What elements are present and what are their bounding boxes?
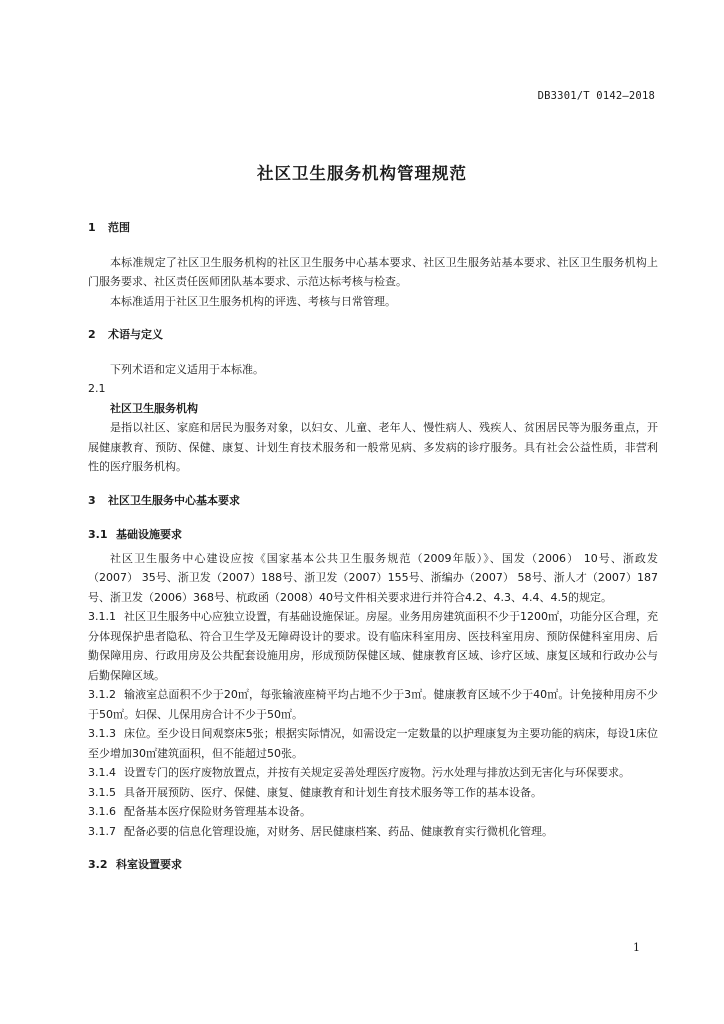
- section-title: 术语与定义: [108, 328, 163, 341]
- subsection-3-1: [88, 525, 658, 841]
- clause: [88, 685, 658, 724]
- clause-number: 3.1.5: [88, 785, 116, 799]
- section-number: 3: [88, 493, 96, 507]
- clause: [88, 783, 658, 803]
- clause-text: 床位。至少设日间观察床5张；根据实际情况，如需设定一定数量的以护理康复为主要功能的病床，每设1床位至少增加30㎡建筑面积，但不能超过50张。: [88, 727, 658, 760]
- clause-text: 具备开展预防、医疗、保健、康复、健康教育和计划生育技术服务等工作的基本设备。: [124, 785, 542, 799]
- paragraph: 本标准适用于社区卫生服务机构的评选、考核与日常管理。: [110, 294, 396, 308]
- subsection-heading: [88, 855, 658, 875]
- clause: [88, 802, 658, 822]
- clause-number: 3.1.7: [88, 824, 116, 838]
- paragraph: 下列术语和定义适用于本标准。: [110, 362, 264, 376]
- clause-number: 3.1.1: [88, 610, 116, 623]
- section-heading: [88, 325, 658, 345]
- clause: [88, 607, 658, 685]
- document-code: DB3301/T 0142—2018: [537, 90, 655, 102]
- section-heading: [88, 218, 658, 238]
- term-title: 社区卫生服务机构: [110, 401, 198, 415]
- clause-text: 设置专门的医疗废物放置点，并按有关规定妥善处理医疗废物。污水处理与排放达到无害化与环保要求。: [124, 766, 630, 779]
- paragraph: 社区卫生服务中心建设应按《国家基本公共卫生服务规范（2009年版）》、国发（2006） 10号、浙政发（2007） 35号、浙卫发（2007）188号、浙卫发（2007）155号、浙编办（2007） 58号、浙人才（2007）187号、浙卫发（2006）368号、杭政函（2008）40号文件相关要求进行并符合4.2、4.3、4.4、4.5的规定。: [88, 551, 658, 604]
- clause-text: 配备必要的信息化管理设施，对财务、居民健康档案、药品、健康教育实行微机化管理。: [124, 824, 553, 838]
- subsection-title: 科室设置要求: [116, 858, 182, 871]
- clause-number: 3.1.4: [88, 766, 116, 779]
- clause-number: 3.1.6: [88, 805, 116, 818]
- clause-number: 3.1.3: [88, 727, 116, 740]
- subsection-number: 3.2: [88, 858, 108, 871]
- section-2-terms: [88, 325, 658, 477]
- section-title: 社区卫生服务中心基本要求: [108, 493, 240, 507]
- clause: [88, 822, 658, 842]
- clause-text: 配备基本医疗保险财务管理基本设备。: [124, 805, 311, 818]
- document-title: 社区卫生服务机构管理规范: [257, 164, 467, 183]
- page-number: 1: [633, 941, 640, 954]
- term-number: 2.1: [88, 382, 106, 395]
- section-1-scope: [88, 218, 658, 311]
- clause: [88, 724, 658, 763]
- subsection-heading: [88, 525, 658, 545]
- subsection-number: 3.1: [88, 528, 108, 541]
- section-number: 2: [88, 328, 96, 341]
- document-body: [88, 218, 658, 889]
- section-3-center-requirements: [88, 491, 658, 875]
- section-title: 范围: [108, 221, 130, 234]
- clause: [88, 763, 658, 783]
- subsection-title: 基础设施要求: [116, 528, 182, 541]
- section-number: 1: [88, 221, 96, 234]
- clause-number: 3.1.2: [88, 688, 116, 701]
- paragraph: 本标准规定了社区卫生服务机构的社区卫生服务中心基本要求、社区卫生服务站基本要求、社区卫生服务机构上门服务要求、社区责任医师团队基本要求、示范达标考核与检查。: [88, 255, 658, 288]
- section-heading: [88, 491, 658, 511]
- clause-text: 输液室总面积不少于20㎡，每张输液座椅平均占地不少于3㎡。健康教育区域不少于40㎡。计免接种用房不少于50㎡。妇保、儿保用房合计不少于50㎡。: [88, 688, 658, 721]
- term-definition: 是指以社区、家庭和居民为服务对象，以妇女、儿童、老年人、慢性病人、残疾人、贫困居民等为服务重点，开展健康教育、预防、保健、康复、计划生育技术服务和一般常见病、多发病的诊疗服务。具有社会公益性质，非营利性的医疗服务机构。: [88, 421, 658, 473]
- clause-text: 社区卫生服务中心应独立设置，有基础设施保证。房屋。业务用房建筑面积不少于1200㎡，功能分区合理，充分体现保护患者隐私、符合卫生学及无障碍设计的要求。设有临床科室用房、医技科室用房、预防保健科室用房、后勤保障用房、行政用房及公共配套设施用房，形成预防保健区域、健康教育区域、诊疗区域、康复区域和行政办公与后勤保障区域。: [88, 610, 658, 682]
